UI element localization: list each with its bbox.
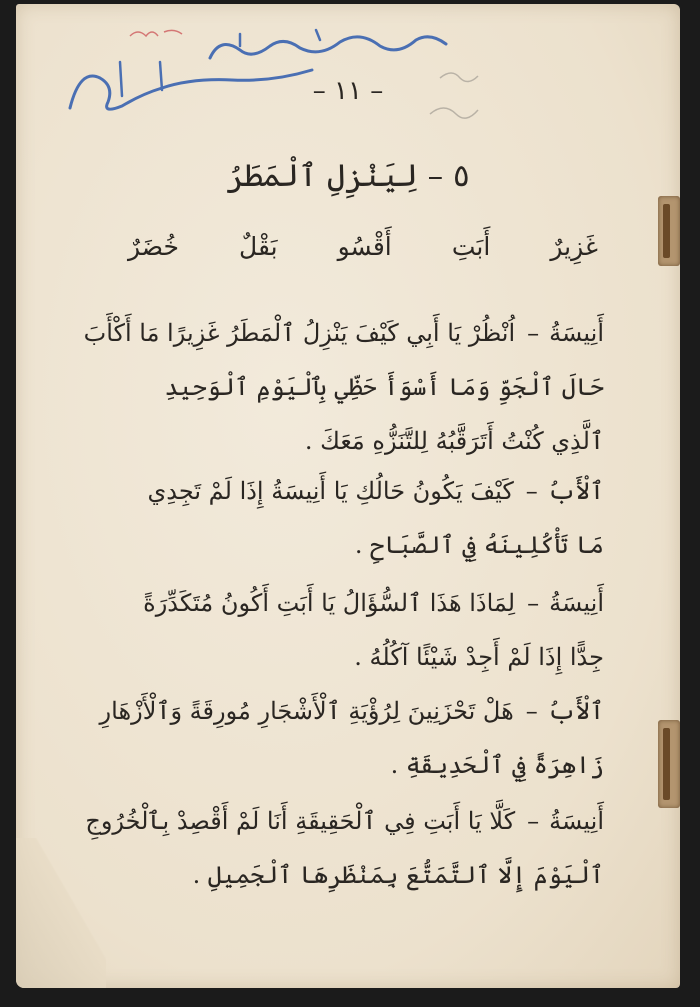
dialogue-line	[104, 414, 604, 468]
dialogue-turn	[99, 684, 604, 792]
dialogue-turn	[104, 576, 604, 684]
dialogue-line	[104, 848, 604, 902]
vocabulary-word: خُضَرٌ	[128, 232, 179, 261]
vocabulary-word: غَزِيرٌ	[550, 232, 598, 261]
binding-tab-bottom	[658, 720, 680, 808]
speaker-dash: –	[525, 477, 538, 505]
dialogue-line	[104, 738, 604, 792]
speaker-name: أَنِيسَةُ	[549, 589, 604, 617]
vocabulary-list	[128, 232, 598, 261]
binding-tab-top	[658, 196, 680, 266]
dialogue-turn	[85, 794, 604, 902]
speaker-dash: –	[527, 807, 540, 835]
speaker-dash: –	[525, 697, 538, 725]
handwritten-name-signature	[60, 18, 490, 128]
page-number: – ١١ –	[312, 76, 384, 106]
vocabulary-word: أَقْسُو	[337, 232, 392, 261]
dialogue-text: جِدًّا إِذَا لَمْ أَجِدْ شَيْئًا آكُلُهُ .	[354, 643, 604, 671]
dialogue-line	[85, 794, 604, 848]
vocabulary-word: أَبَتِ	[451, 232, 491, 261]
dialogue-line	[104, 630, 604, 684]
dialogue-turn	[104, 464, 604, 572]
lesson-title: ٥ – لِيَنْزِلِ ٱلْمَطَرُ	[226, 158, 470, 194]
speaker-dash: –	[527, 319, 540, 347]
speaker-name: أَنِيسَةُ	[549, 319, 604, 347]
dialogue-text: ٱلْيَوْمَ إِلَّا ٱلتَّمَتُّعَ بِمَنْظَرِهَا ٱلْجَمِيلِ .	[192, 861, 604, 889]
dialogue-turn	[83, 306, 604, 468]
dialogue-text: كَلَّا يَا أَبَتِ فِي ٱلْحَقِيقَةِ أَنَا لَمْ أَقْصِدْ بِٱلْخُرُوجِ	[85, 807, 516, 835]
dialogue-text: حَالَ ٱلْجَوِّ وَمَا أَسْوَأَ حَظِّي بِٱلْيَوْمِ ٱلْوَحِيدِ	[164, 373, 604, 401]
vocabulary-word: بَقْلٌ	[239, 232, 278, 261]
dialogue-text: اُنْظُرْ يَا أَبِي كَيْفَ يَنْزِلُ ٱلْمَطَرُ غَزِيرًا مَا أَكْأَبَ	[83, 319, 516, 347]
dialogue-line	[99, 684, 604, 738]
book-page	[16, 4, 680, 988]
speaker-name: ٱلْأَبُ	[547, 697, 604, 725]
dialogue-text: مَا تَأْكُلِينَهُ فِي ٱلصَّبَاحِ .	[354, 531, 604, 559]
dialogue-text: ٱلَّذِي كُنْتُ أَتَرَقَّبُهُ لِلتَّنَزُّهِ مَعَكَ .	[304, 427, 604, 455]
speaker-name: أَنِيسَةُ	[549, 807, 604, 835]
dialogue-text: زَاهِرَةً فِي ٱلْحَدِيقَةِ .	[390, 751, 604, 779]
dialogue-line	[83, 306, 604, 360]
dialogue-line	[104, 518, 604, 572]
dialogue-text: لِمَاذَا هَذَا ٱلسُّؤَالُ يَا أَبَتِ أَكُونُ مُتَكَدِّرَةً	[143, 589, 516, 617]
dialogue-text: هَلْ تَحْزَنِينَ لِرُؤْيَةِ ٱلْأَشْجَارِ مُورِقَةً وَٱلْأَزْهَارِ	[99, 697, 514, 725]
speaker-name: ٱلْأَبُ	[547, 477, 604, 505]
dialogue-line	[104, 360, 604, 414]
speaker-dash: –	[527, 589, 540, 617]
dialogue-line	[104, 464, 604, 518]
dialogue-line	[104, 576, 604, 630]
worn-corner	[16, 838, 106, 988]
dialogue-text: كَيْفَ يَكُونُ حَالُكِ يَا أَنِيسَةُ إِذَا لَمْ تَجِدِي	[147, 477, 514, 505]
